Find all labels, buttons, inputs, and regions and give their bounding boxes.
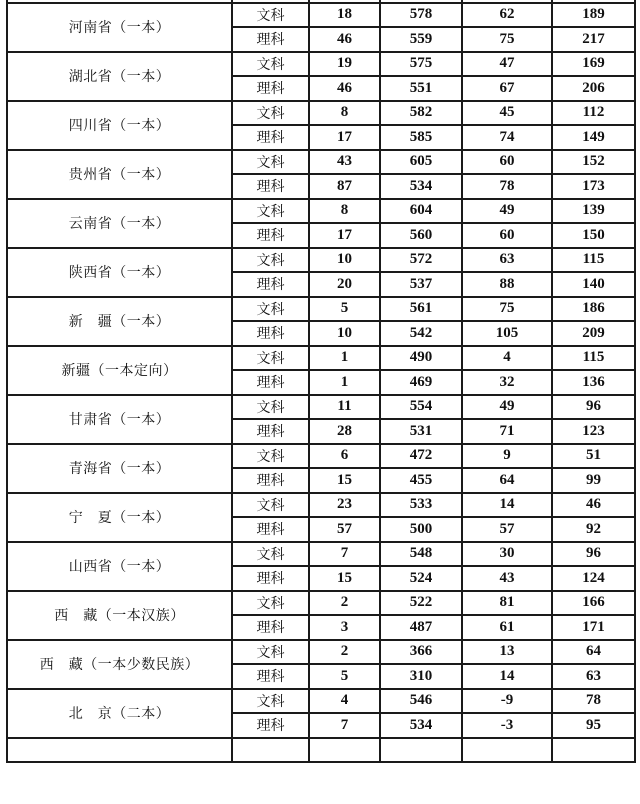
value-cell-c3: 30 bbox=[462, 542, 552, 567]
value-cell-c4: 136 bbox=[552, 370, 635, 395]
subject-cell: 理科 bbox=[232, 615, 309, 640]
value-cell-c2: 605 bbox=[380, 150, 462, 175]
subject-cell: 理科 bbox=[232, 419, 309, 444]
subject-cell: 文科 bbox=[232, 689, 309, 714]
value-cell-c2: 366 bbox=[380, 640, 462, 665]
value-cell-c3: 62 bbox=[462, 3, 552, 28]
value-cell-c2: 455 bbox=[380, 468, 462, 493]
value-cell-c2: 310 bbox=[380, 664, 462, 689]
table-row bbox=[7, 199, 635, 224]
value-cell-c1: 10 bbox=[309, 321, 380, 346]
value-cell-c4: 169 bbox=[552, 52, 635, 77]
value-cell-c1: 7 bbox=[309, 713, 380, 738]
value-cell-c4: 171 bbox=[552, 615, 635, 640]
value-cell-c1: 57 bbox=[309, 517, 380, 542]
table-row bbox=[7, 640, 635, 665]
value-cell-c3: 64 bbox=[462, 468, 552, 493]
value-cell-c3: 75 bbox=[462, 27, 552, 52]
value-cell-c4: 186 bbox=[552, 297, 635, 322]
value-cell-c2: 554 bbox=[380, 395, 462, 420]
subject-cell: 理科 bbox=[232, 125, 309, 150]
value-cell-c3: 43 bbox=[462, 566, 552, 591]
subject-cell bbox=[232, 738, 309, 763]
value-cell-c4: 96 bbox=[552, 395, 635, 420]
value-cell-c3: 60 bbox=[462, 150, 552, 175]
value-cell-c1: 2 bbox=[309, 640, 380, 665]
value-cell-c1: 18 bbox=[309, 3, 380, 28]
table-row bbox=[7, 52, 635, 77]
value-cell-c4: 96 bbox=[552, 542, 635, 567]
value-cell-c2: 578 bbox=[380, 3, 462, 28]
value-cell-c3: 9 bbox=[462, 444, 552, 469]
subject-cell: 理科 bbox=[232, 223, 309, 248]
value-cell-c4: 217 bbox=[552, 27, 635, 52]
value-cell-c4: 115 bbox=[552, 248, 635, 273]
value-cell-c2: 559 bbox=[380, 27, 462, 52]
value-cell-c3: 49 bbox=[462, 395, 552, 420]
value-cell-c3: 13 bbox=[462, 640, 552, 665]
value-cell-c4: 112 bbox=[552, 101, 635, 126]
value-cell-c1: 2 bbox=[309, 591, 380, 616]
value-cell-c3: 45 bbox=[462, 101, 552, 126]
subject-cell: 理科 bbox=[232, 664, 309, 689]
table-row bbox=[7, 101, 635, 126]
value-cell-c4: 173 bbox=[552, 174, 635, 199]
value-cell-c2: 551 bbox=[380, 76, 462, 101]
value-cell-c1: 87 bbox=[309, 174, 380, 199]
value-cell-c1: 1 bbox=[309, 370, 380, 395]
province-cell: 湖北省（一本） bbox=[7, 52, 232, 101]
value-cell-c4: 95 bbox=[552, 713, 635, 738]
value-cell-c1: 8 bbox=[309, 101, 380, 126]
value-cell-c4: 189 bbox=[552, 3, 635, 28]
table-row bbox=[7, 346, 635, 371]
value-cell-c1: 15 bbox=[309, 566, 380, 591]
value-cell-c2: 560 bbox=[380, 223, 462, 248]
subject-cell: 理科 bbox=[232, 27, 309, 52]
value-cell-c3: 60 bbox=[462, 223, 552, 248]
subject-cell: 文科 bbox=[232, 542, 309, 567]
subject-cell: 文科 bbox=[232, 493, 309, 518]
value-cell-c4: 140 bbox=[552, 272, 635, 297]
value-cell-c1: 3 bbox=[309, 615, 380, 640]
value-cell-c4: 115 bbox=[552, 346, 635, 371]
subject-cell: 理科 bbox=[232, 468, 309, 493]
province-cell: 贵州省（一本） bbox=[7, 150, 232, 199]
value-cell-c1: 7 bbox=[309, 542, 380, 567]
value-cell-c2: 585 bbox=[380, 125, 462, 150]
subject-cell: 理科 bbox=[232, 76, 309, 101]
value-cell-c4: 63 bbox=[552, 664, 635, 689]
value-cell-c2: 575 bbox=[380, 52, 462, 77]
value-cell-c1: 11 bbox=[309, 395, 380, 420]
value-cell-c3: 105 bbox=[462, 321, 552, 346]
value-cell-c3: 4 bbox=[462, 346, 552, 371]
value-cell-c1: 5 bbox=[309, 297, 380, 322]
value-cell-c1: 17 bbox=[309, 125, 380, 150]
subject-cell: 理科 bbox=[232, 517, 309, 542]
subject-cell: 文科 bbox=[232, 346, 309, 371]
value-cell-c1: 4 bbox=[309, 689, 380, 714]
value-cell-c4: 92 bbox=[552, 517, 635, 542]
subject-cell: 文科 bbox=[232, 444, 309, 469]
value-cell-c1: 10 bbox=[309, 248, 380, 273]
subject-cell: 文科 bbox=[232, 248, 309, 273]
value-cell-c4: 139 bbox=[552, 199, 635, 224]
subject-cell: 文科 bbox=[232, 101, 309, 126]
value-cell-c1: 17 bbox=[309, 223, 380, 248]
value-cell-c3: -9 bbox=[462, 689, 552, 714]
table-row bbox=[7, 689, 635, 714]
subject-cell: 文科 bbox=[232, 52, 309, 77]
province-cell: 云南省（一本） bbox=[7, 199, 232, 248]
value-cell-c3: 88 bbox=[462, 272, 552, 297]
value-cell-c1: 19 bbox=[309, 52, 380, 77]
value-cell-c3: 49 bbox=[462, 199, 552, 224]
value-cell-c2: 500 bbox=[380, 517, 462, 542]
table-row bbox=[7, 542, 635, 567]
admission-score-table bbox=[6, 0, 636, 763]
value-cell-c2: 604 bbox=[380, 199, 462, 224]
value-cell-c1: 28 bbox=[309, 419, 380, 444]
value-cell-c1: 46 bbox=[309, 76, 380, 101]
subject-cell: 理科 bbox=[232, 566, 309, 591]
value-cell-c4: 149 bbox=[552, 125, 635, 150]
value-cell-c1: 46 bbox=[309, 27, 380, 52]
value-cell-c2: 548 bbox=[380, 542, 462, 567]
value-cell-c2: 542 bbox=[380, 321, 462, 346]
subject-cell: 理科 bbox=[232, 321, 309, 346]
value-cell-c3: 47 bbox=[462, 52, 552, 77]
value-cell-c1: 20 bbox=[309, 272, 380, 297]
value-cell-c4: 64 bbox=[552, 640, 635, 665]
value-cell-c3: 78 bbox=[462, 174, 552, 199]
value-cell-c1: 15 bbox=[309, 468, 380, 493]
value-cell-c3: 74 bbox=[462, 125, 552, 150]
value-cell-c3: 81 bbox=[462, 591, 552, 616]
value-cell-c4: 51 bbox=[552, 444, 635, 469]
value-cell-c3: 71 bbox=[462, 419, 552, 444]
subject-cell: 文科 bbox=[232, 199, 309, 224]
value-cell-c1 bbox=[309, 738, 380, 763]
value-cell-c4: 99 bbox=[552, 468, 635, 493]
value-cell-c3: 67 bbox=[462, 76, 552, 101]
value-cell-c4: 150 bbox=[552, 223, 635, 248]
table-row bbox=[7, 150, 635, 175]
value-cell-c4: 152 bbox=[552, 150, 635, 175]
value-cell-c3: 14 bbox=[462, 493, 552, 518]
value-cell-c4: 78 bbox=[552, 689, 635, 714]
value-cell-c4: 206 bbox=[552, 76, 635, 101]
province-cell: 甘肃省（一本） bbox=[7, 395, 232, 444]
table-row bbox=[7, 493, 635, 518]
value-cell-c3: 14 bbox=[462, 664, 552, 689]
table-row bbox=[7, 248, 635, 273]
province-cell: 四川省（一本） bbox=[7, 101, 232, 150]
subject-cell: 文科 bbox=[232, 150, 309, 175]
value-cell-c1: 6 bbox=[309, 444, 380, 469]
subject-cell: 理科 bbox=[232, 272, 309, 297]
value-cell-c2: 572 bbox=[380, 248, 462, 273]
value-cell-c2: 533 bbox=[380, 493, 462, 518]
table-row bbox=[7, 3, 635, 28]
score-table-container bbox=[6, 0, 636, 763]
province-cell: 新 疆（一本） bbox=[7, 297, 232, 346]
table-row bbox=[7, 738, 635, 763]
value-cell-c2: 469 bbox=[380, 370, 462, 395]
province-cell: 河南省（一本） bbox=[7, 3, 232, 52]
value-cell-c2: 531 bbox=[380, 419, 462, 444]
value-cell-c2: 524 bbox=[380, 566, 462, 591]
province-cell: 北 京（二本） bbox=[7, 689, 232, 738]
value-cell-c2: 537 bbox=[380, 272, 462, 297]
value-cell-c2: 561 bbox=[380, 297, 462, 322]
value-cell-c3: 75 bbox=[462, 297, 552, 322]
table-row bbox=[7, 395, 635, 420]
value-cell-c1: 8 bbox=[309, 199, 380, 224]
value-cell-c3: 57 bbox=[462, 517, 552, 542]
value-cell-c4: 46 bbox=[552, 493, 635, 518]
province-cell bbox=[7, 738, 232, 763]
table-row bbox=[7, 591, 635, 616]
value-cell-c2: 534 bbox=[380, 713, 462, 738]
value-cell-c2: 487 bbox=[380, 615, 462, 640]
value-cell-c3: 32 bbox=[462, 370, 552, 395]
subject-cell: 文科 bbox=[232, 297, 309, 322]
value-cell-c4: 209 bbox=[552, 321, 635, 346]
value-cell-c3 bbox=[462, 738, 552, 763]
province-cell: 西 藏（一本汉族） bbox=[7, 591, 232, 640]
subject-cell: 理科 bbox=[232, 370, 309, 395]
province-cell: 西 藏（一本少数民族） bbox=[7, 640, 232, 689]
subject-cell: 文科 bbox=[232, 3, 309, 28]
province-cell: 新疆（一本定向） bbox=[7, 346, 232, 395]
value-cell-c1: 1 bbox=[309, 346, 380, 371]
value-cell-c4: 166 bbox=[552, 591, 635, 616]
subject-cell: 理科 bbox=[232, 713, 309, 738]
value-cell-c3: 61 bbox=[462, 615, 552, 640]
province-cell: 陕西省（一本） bbox=[7, 248, 232, 297]
value-cell-c2: 546 bbox=[380, 689, 462, 714]
value-cell-c1: 43 bbox=[309, 150, 380, 175]
province-cell: 青海省（一本） bbox=[7, 444, 232, 493]
value-cell-c1: 23 bbox=[309, 493, 380, 518]
subject-cell: 文科 bbox=[232, 591, 309, 616]
value-cell-c2 bbox=[380, 738, 462, 763]
subject-cell: 理科 bbox=[232, 174, 309, 199]
value-cell-c1: 5 bbox=[309, 664, 380, 689]
value-cell-c2: 582 bbox=[380, 101, 462, 126]
subject-cell: 文科 bbox=[232, 395, 309, 420]
value-cell-c4 bbox=[552, 738, 635, 763]
province-cell: 宁 夏（一本） bbox=[7, 493, 232, 542]
value-cell-c2: 534 bbox=[380, 174, 462, 199]
table-row bbox=[7, 444, 635, 469]
value-cell-c2: 490 bbox=[380, 346, 462, 371]
value-cell-c2: 522 bbox=[380, 591, 462, 616]
value-cell-c3: -3 bbox=[462, 713, 552, 738]
value-cell-c4: 123 bbox=[552, 419, 635, 444]
subject-cell: 文科 bbox=[232, 640, 309, 665]
province-cell: 山西省（一本） bbox=[7, 542, 232, 591]
value-cell-c2: 472 bbox=[380, 444, 462, 469]
value-cell-c3: 63 bbox=[462, 248, 552, 273]
table-row bbox=[7, 297, 635, 322]
value-cell-c4: 124 bbox=[552, 566, 635, 591]
